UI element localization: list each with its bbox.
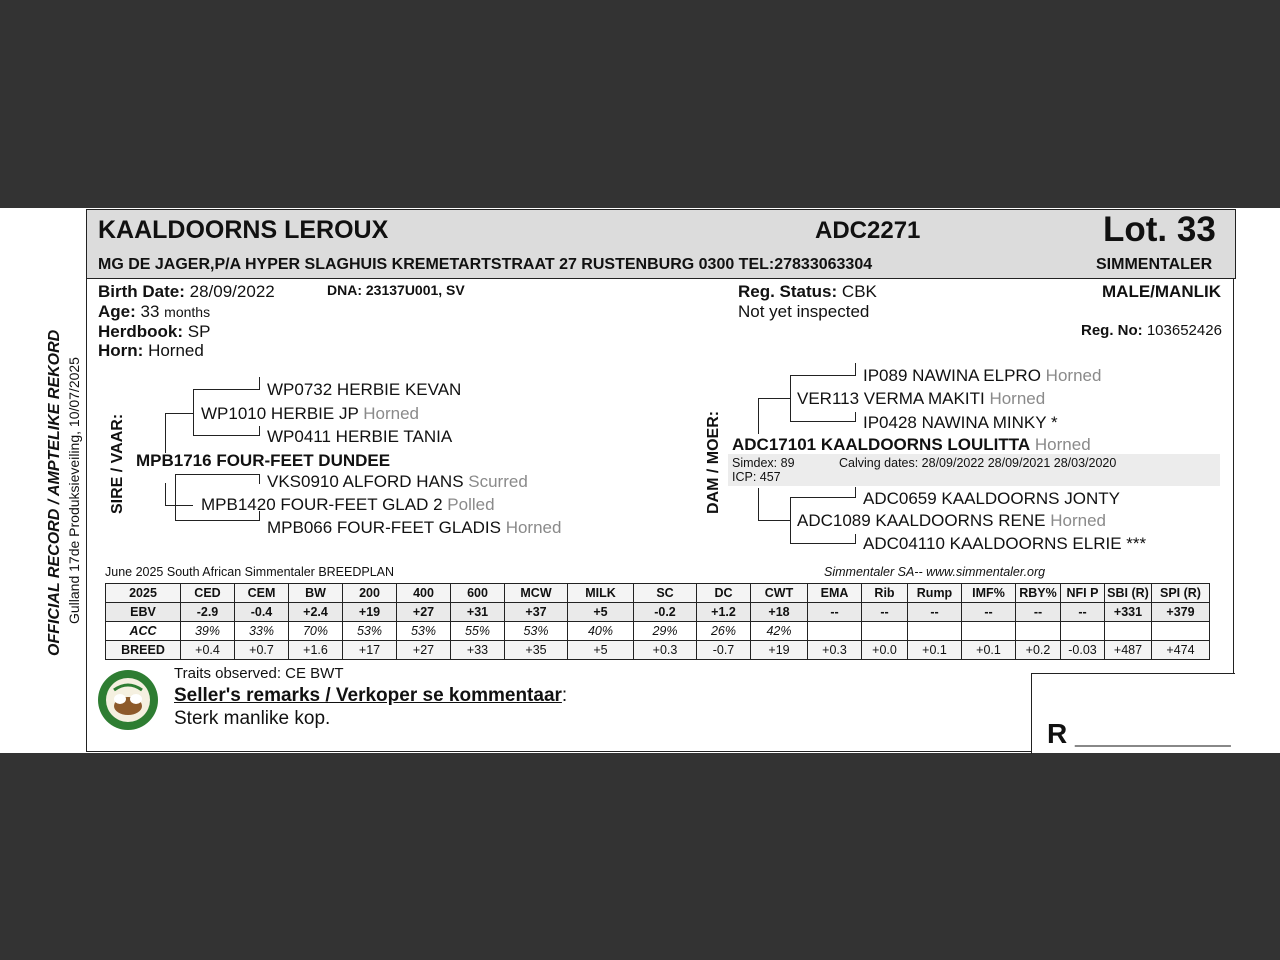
sire-dam: MPB1420 FOUR-FEET GLAD 2 Polled <box>201 495 495 514</box>
herdbook: Herdbook: SP <box>98 322 211 341</box>
auction-label: Gulland 17de Produksieveiling, 10/07/2025 <box>66 357 82 624</box>
inspection-status: Not yet inspected <box>738 302 870 321</box>
sex: MALE/MANLIK <box>1102 282 1221 301</box>
horn: Horn: Horned <box>98 341 204 360</box>
simdex: Simdex: 89 <box>732 456 795 470</box>
animal-id: ADC2271 <box>815 217 921 244</box>
sire-sire-sire: WP0732 HERBIE KEVAN <box>267 380 462 399</box>
simmentaler-logo-icon <box>96 668 160 732</box>
age: Age: 33 months <box>98 302 211 321</box>
ebv-header-row: 2025 CED CEM BW 200 400 600 MCW MILK SC DC CWT EMA Rib Rump IMF% RBY% NFI P SBI (R) SPI (R) <box>106 584 1210 603</box>
traits-observed: Traits observed: CE BWT <box>174 665 344 682</box>
sire-sire-dam: WP0411 HERBIE TANIA <box>267 427 453 446</box>
dam-sire: VER113 VERMA MAKITI Horned <box>797 389 1046 408</box>
reg-status: Reg. Status: CBK <box>738 282 877 301</box>
birth-date: Birth Date: 28/09/2022 <box>98 282 275 301</box>
sire-label: SIRE / VAAR: <box>109 413 126 514</box>
sire-name: MPB1716 FOUR-FEET DUNDEE <box>136 451 391 470</box>
sire-dam-sire: VKS0910 ALFORD HANS Scurred <box>267 472 528 491</box>
icp: ICP: 457 <box>732 470 781 484</box>
ebv-row: EBV -2.9 -0.4 +2.4 +19 +27 +31 +37 +5 -0.2 +1.2 +18 -- -- -- -- -- -- +331 +379 <box>106 603 1210 622</box>
seller-remarks-text: Sterk manlike kop. <box>174 708 331 729</box>
acc-row: ACC 39% 33% 70% 53% 53% 55% 53% 40% 29% 26% 42% <box>106 622 1210 641</box>
lot-card <box>0 208 1280 753</box>
calving-dates: Calving dates: 28/09/2022 28/09/2021 28/03/2020 <box>839 456 1117 470</box>
official-record-label: OFFICIAL RECORD / AMPTELIKE REKORD <box>46 329 63 656</box>
dam-dam: ADC1089 KAALDOORNS RENE Horned <box>797 511 1106 530</box>
seller-remarks-title: Seller's remarks / Verkoper se kommentaar: <box>174 685 568 706</box>
ebv-table <box>105 583 1210 660</box>
breed: SIMMENTALER <box>1096 256 1213 273</box>
reg-no: Reg. No: 103652426 <box>1081 322 1222 339</box>
breedplan-caption: June 2025 South African Simmentaler BREEDPLAN <box>105 565 395 579</box>
breed-average-row: BREED +0.4 +0.7 +1.6 +17 +27 +33 +35 +5 +0.3 -0.7 +19 +0.3 +0.0 +0.1 +0.1 +0.2 -0.03 +487 +474 <box>106 641 1210 660</box>
price-field[interactable]: R __________ <box>1047 718 1231 749</box>
dam-sire-sire: IP089 NAWINA ELPRO Horned <box>863 366 1102 385</box>
dam-sire-dam: IP0428 NAWINA MINKY * <box>863 413 1058 432</box>
animal-name: KAALDOORNS LEROUX <box>98 216 389 244</box>
dam-dam-dam: ADC04110 KAALDOORNS ELRIE *** <box>863 534 1147 553</box>
website-caption: Simmentaler SA-- www.simmentaler.org <box>824 565 1046 579</box>
lot-number: Lot. 33 <box>1103 210 1216 249</box>
sire-sire: WP1010 HERBIE JP Horned <box>201 404 419 423</box>
seller-info: MG DE JAGER,P/A HYPER SLAGHUIS KREMETARTSTRAAT 27 RUSTENBURG 0300 TEL:27833063304 <box>98 256 873 273</box>
sire-dam-dam: MPB066 FOUR-FEET GLADIS Horned <box>267 518 562 537</box>
dam-dam-sire: ADC0659 KAALDOORNS JONTY <box>863 489 1120 508</box>
dam-label: DAM / MOER: <box>705 410 722 514</box>
dna: DNA: 23137U001, SV <box>327 282 465 298</box>
dam-name: ADC17101 KAALDOORNS LOULITTA Horned <box>732 435 1091 454</box>
